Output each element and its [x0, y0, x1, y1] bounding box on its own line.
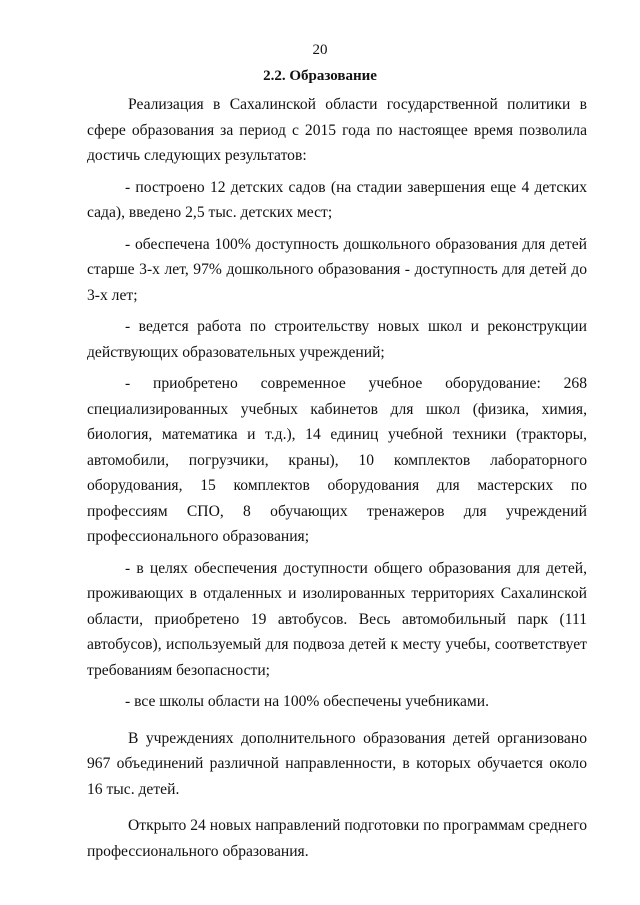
page-number: 20: [312, 42, 328, 58]
list-item-school-construction: - ведется работа по строительству новых школ и реконструкции действующих образовательных учреждений;: [87, 318, 587, 361]
list-item-equipment: - приобретено современное учебное оборудование: 268 специализированных учебных кабинетов для школ (физика, химия, биология, математика и т.д.), 14 единиц учебной техники (тракторы, автомобили, погрузчики, краны), 10 комплектов лабораторного оборудования, 15 комплектов оборудования для мастерских по профессиям СПО, 8 обучающих тренажеров для учреждений профессионального образования;: [87, 375, 587, 545]
section-heading: 2.2. Образование: [263, 68, 377, 84]
list-item-buses: - в целях обеспечения доступности общего образования для детей, проживающих в отдаленных и изолированных территориях Сахалинской области, приобретено 19 автобусов. Весь автомобильный парк (111 автобусов), используемый для подвоза детей к месту учебы, соответствует требованиям безопасности;: [87, 559, 587, 679]
list-item-textbooks: - все школы области на 100% обеспечены учебниками.: [125, 693, 489, 710]
document-body: [87, 92, 587, 864]
list-item-preschool-access: - обеспечена 100% доступность дошкольного образования для детей старше 3-х лет, 97% дошкольного образования - доступность для детей до 3-х лет;: [87, 235, 587, 304]
paragraph-additional-education: В учреждениях дополнительного образования детей организовано 967 объединений различной направленности, в которых обучается около 16 тыс. детей.: [87, 729, 587, 798]
paragraph-intro: Реализация в Сахалинской области государственной политики в сфере образования за период с 2015 года по настоящее время позволила достичь следующих результатов:: [87, 96, 587, 164]
paragraph-vocational: Открыто 24 новых направлений подготовки по программам среднего профессионального образования.: [87, 817, 587, 860]
list-item-kindergartens: - построено 12 детских садов (на стадии завершения еще 4 детских сада), введено 2,5 тыс. детских мест;: [87, 178, 587, 221]
